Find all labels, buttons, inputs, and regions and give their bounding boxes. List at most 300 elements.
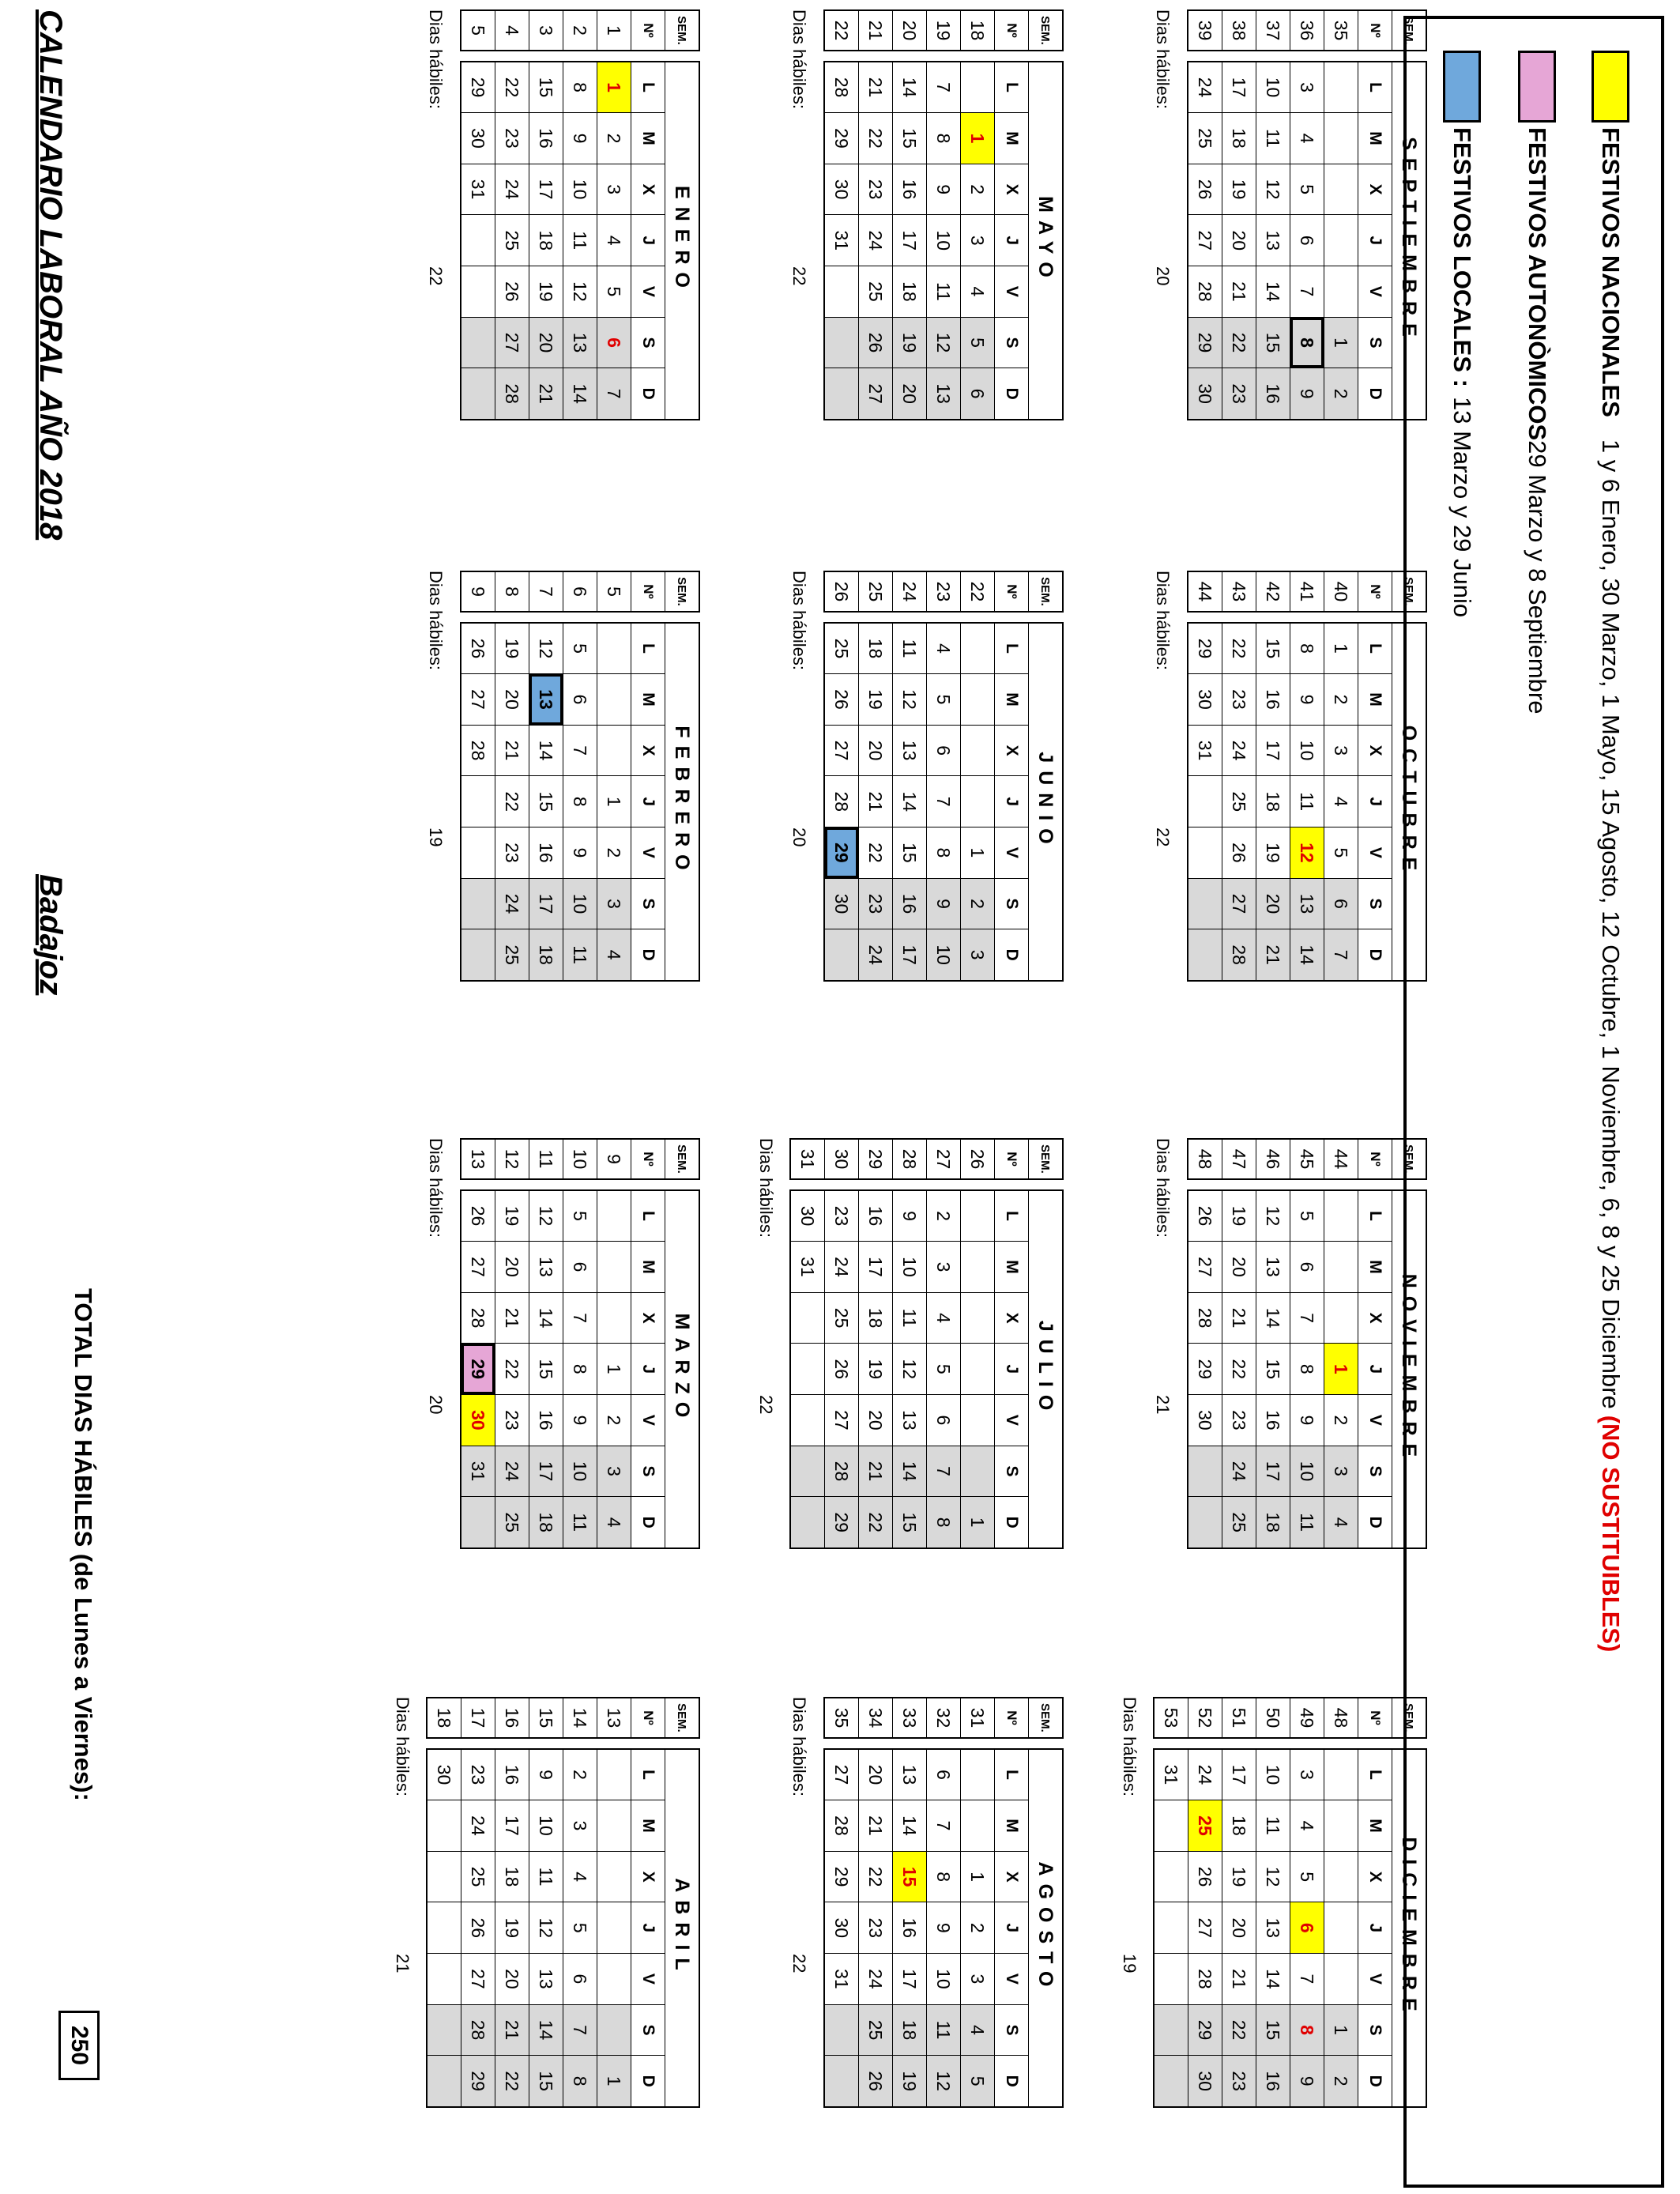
month-noviembre — [1153, 1138, 1427, 1551]
day-cell — [1324, 62, 1358, 113]
month-octubre — [1153, 571, 1427, 983]
legend-local-text: 13 Marzo y 29 Junio — [1448, 396, 1476, 618]
day-cell: 16 — [1256, 2056, 1290, 2107]
day-cell: 31 — [824, 1954, 859, 2005]
day-cell — [597, 1851, 631, 1902]
day-cell: 15 — [1256, 623, 1290, 674]
day-cell: 4 — [927, 1292, 961, 1344]
day-header: X — [995, 164, 1029, 215]
working-days — [1152, 1138, 1173, 1549]
day-cell: 8 — [563, 776, 597, 827]
week-header-sem: SEM. — [1392, 10, 1427, 51]
day-header: J — [995, 1344, 1029, 1395]
day-header: S — [995, 317, 1029, 368]
legend-auto — [1518, 51, 1556, 714]
week-number-column — [460, 9, 700, 51]
day-cell: 14 — [893, 1446, 927, 1497]
week-header-num: Nº — [1358, 1139, 1392, 1179]
day-cell — [1188, 1497, 1222, 1548]
month-grid — [823, 622, 1064, 982]
day-cell — [1324, 164, 1358, 215]
day-cell: 1 — [961, 827, 995, 879]
day-cell — [597, 1190, 631, 1242]
day-cell: 8 — [927, 827, 961, 879]
day-cell — [597, 1242, 631, 1293]
day-cell — [427, 1954, 461, 2005]
day-cell: 18 — [859, 623, 893, 674]
day-cell: 20 — [1222, 1242, 1256, 1293]
day-cell: 29 — [1188, 623, 1222, 674]
day-cell: 4 — [563, 1851, 597, 1902]
day-cell: 20 — [893, 368, 927, 420]
day-header: S — [631, 317, 665, 368]
day-header: V — [631, 827, 665, 879]
day-cell: 9 — [1290, 2056, 1324, 2107]
day-cell: 5 — [961, 317, 995, 368]
day-cell: 26 — [1188, 1851, 1222, 1902]
legend-nat — [1591, 51, 1629, 1652]
week-number: 31 — [961, 1698, 995, 1738]
day-header: X — [1358, 164, 1392, 215]
week-number: 9 — [461, 571, 495, 612]
working-days-label: Dias hábiles: — [1153, 9, 1173, 109]
week-number: 45 — [1290, 1139, 1324, 1179]
day-cell: 16 — [495, 1749, 529, 1800]
day-cell: 7 — [597, 368, 631, 420]
day-header: S — [1358, 317, 1392, 368]
week-number: 3 — [529, 10, 563, 51]
week-number: 1 — [597, 10, 631, 51]
week-number: 30 — [825, 1139, 859, 1179]
day-cell: 9 — [927, 164, 961, 215]
week-number: 18 — [427, 1698, 461, 1738]
day-cell: 2 — [597, 827, 631, 879]
day-cell: 12 — [893, 674, 927, 726]
month-grid — [789, 1189, 1064, 1549]
day-cell: 23 — [495, 1395, 529, 1446]
day-header: L — [631, 623, 665, 674]
day-cell: 27 — [461, 1954, 495, 2005]
week-number: 24 — [893, 571, 927, 612]
day-cell: 13 — [893, 1395, 927, 1446]
day-cell: 17 — [859, 1242, 893, 1293]
day-cell: 4 — [961, 2004, 995, 2056]
day-cell — [1324, 1800, 1358, 1852]
week-number: 22 — [961, 571, 995, 612]
day-cell — [1324, 1851, 1358, 1902]
day-header: L — [631, 1190, 665, 1242]
month-name: ABRIL — [665, 1749, 700, 2107]
day-cell: 6 — [961, 368, 995, 420]
week-number: 53 — [1154, 1698, 1188, 1738]
month-name: FEBRERO — [665, 623, 700, 981]
day-header: D — [995, 2056, 1029, 2107]
day-header: L — [1358, 62, 1392, 113]
day-header: D — [631, 368, 665, 420]
day-header: M — [1358, 1800, 1392, 1852]
month-septiembre — [1153, 9, 1427, 422]
day-cell — [1324, 1902, 1358, 1954]
week-number: 47 — [1222, 1139, 1256, 1179]
day-cell: 16 — [893, 164, 927, 215]
week-number-column — [460, 1138, 700, 1180]
day-cell: 11 — [1256, 1800, 1290, 1852]
month-grid — [1187, 61, 1427, 420]
day-cell: 16 — [1256, 1395, 1290, 1446]
day-cell: 28 — [1188, 1954, 1222, 2005]
day-cell: 21 — [495, 1292, 529, 1344]
working-days-value: 19 — [426, 827, 446, 847]
day-cell — [1154, 2004, 1188, 2056]
day-cell: 4 — [1290, 113, 1324, 164]
holiday-cell: 12 — [1290, 827, 1324, 879]
day-header: J — [631, 776, 665, 827]
day-cell: 16 — [1256, 368, 1290, 420]
day-cell: 10 — [563, 878, 597, 929]
month-grid — [460, 1189, 700, 1549]
day-cell: 4 — [597, 929, 631, 981]
week-number: 42 — [1256, 571, 1290, 612]
day-cell — [1154, 1902, 1188, 1954]
day-cell: 8 — [1290, 623, 1324, 674]
day-cell: 17 — [893, 215, 927, 266]
day-header: S — [631, 878, 665, 929]
day-cell: 8 — [927, 1851, 961, 1902]
working-days-value: 21 — [1153, 1395, 1173, 1415]
day-header: M — [631, 1800, 665, 1852]
day-cell: 13 — [893, 725, 927, 776]
week-number: 38 — [1222, 10, 1256, 51]
day-cell: 28 — [1188, 266, 1222, 318]
week-number: 13 — [461, 1139, 495, 1179]
day-cell: 21 — [495, 2004, 529, 2056]
week-number: 26 — [824, 571, 859, 612]
day-cell: 25 — [1222, 776, 1256, 827]
day-cell: 16 — [893, 878, 927, 929]
day-header: M — [995, 113, 1029, 164]
day-cell — [824, 317, 859, 368]
day-cell: 1 — [961, 1497, 995, 1548]
day-cell: 31 — [790, 1242, 825, 1293]
day-cell: 9 — [1290, 368, 1324, 420]
week-number: 23 — [927, 571, 961, 612]
day-cell: 16 — [1256, 674, 1290, 726]
day-cell: 30 — [461, 113, 495, 164]
day-cell — [427, 2056, 461, 2107]
day-cell: 24 — [1188, 1749, 1222, 1800]
week-number: 51 — [1222, 1698, 1256, 1738]
day-cell: 15 — [529, 62, 563, 113]
day-header: V — [1358, 1395, 1392, 1446]
day-cell: 14 — [893, 62, 927, 113]
day-header: D — [1358, 1497, 1392, 1548]
legend-local-label: FESTIVOS LOCALES : — [1448, 127, 1476, 387]
day-cell: 23 — [495, 113, 529, 164]
day-cell: 23 — [1222, 1395, 1256, 1446]
day-cell: 25 — [495, 1497, 529, 1548]
day-cell: 11 — [1290, 776, 1324, 827]
day-header: D — [1358, 929, 1392, 981]
day-cell: 13 — [893, 1749, 927, 1800]
week-header-num: Nº — [631, 1698, 665, 1738]
day-cell: 1 — [1324, 623, 1358, 674]
day-header: L — [995, 1190, 1029, 1242]
day-cell: 29 — [824, 113, 859, 164]
week-number: 39 — [1188, 10, 1222, 51]
day-cell: 10 — [1290, 1446, 1324, 1497]
day-cell: 14 — [1256, 1954, 1290, 2005]
day-cell — [1324, 215, 1358, 266]
week-header-sem: SEM. — [1029, 571, 1064, 612]
day-cell — [961, 1190, 995, 1242]
day-cell: 19 — [1256, 827, 1290, 879]
day-header: L — [1358, 1190, 1392, 1242]
day-cell: 16 — [529, 1395, 563, 1446]
day-cell: 20 — [495, 1242, 529, 1293]
day-cell: 6 — [563, 1954, 597, 2005]
day-header: L — [995, 1749, 1029, 1800]
day-cell: 10 — [927, 215, 961, 266]
holiday-cell: 6 — [597, 317, 631, 368]
week-number: 27 — [927, 1139, 961, 1179]
day-cell: 14 — [1256, 1292, 1290, 1344]
day-cell — [1188, 1446, 1222, 1497]
day-cell — [461, 215, 495, 266]
working-days-label: Dias hábiles: — [1153, 571, 1173, 670]
day-cell: 12 — [1256, 164, 1290, 215]
day-cell: 21 — [859, 776, 893, 827]
day-cell: 18 — [893, 266, 927, 318]
day-cell — [597, 674, 631, 726]
day-cell: 8 — [927, 113, 961, 164]
day-cell — [1324, 113, 1358, 164]
day-header: X — [631, 1851, 665, 1902]
working-days-value: 19 — [1120, 1954, 1139, 1973]
week-number: 15 — [529, 1698, 563, 1738]
working-days-value: 22 — [426, 266, 446, 286]
week-number: 9 — [597, 1139, 631, 1179]
day-cell: 12 — [529, 1902, 563, 1954]
day-cell: 7 — [563, 2004, 597, 2056]
week-number-column — [1187, 9, 1427, 51]
day-cell — [1188, 929, 1222, 981]
week-number: 44 — [1188, 571, 1222, 612]
working-days-value: 20 — [1153, 266, 1173, 286]
day-cell: 1 — [1324, 317, 1358, 368]
day-cell: 11 — [563, 929, 597, 981]
day-cell: 21 — [1222, 266, 1256, 318]
day-cell: 19 — [495, 1190, 529, 1242]
day-cell: 11 — [529, 1851, 563, 1902]
week-number: 49 — [1290, 1698, 1324, 1738]
day-header: D — [631, 2056, 665, 2107]
day-cell: 27 — [1188, 1242, 1222, 1293]
week-number-column — [789, 1138, 1064, 1180]
day-cell — [597, 1292, 631, 1344]
month-diciembre — [1120, 1697, 1427, 2109]
day-cell: 30 — [1188, 1395, 1222, 1446]
day-cell: 17 — [529, 164, 563, 215]
week-number-column — [426, 1697, 700, 1739]
month-grid — [1187, 1189, 1427, 1549]
day-cell: 21 — [1222, 1292, 1256, 1344]
day-cell: 2 — [1324, 368, 1358, 420]
week-number: 44 — [1324, 1139, 1358, 1179]
day-cell: 10 — [1256, 62, 1290, 113]
day-header: D — [995, 929, 1029, 981]
day-cell: 3 — [597, 878, 631, 929]
working-days — [1119, 1697, 1139, 2108]
day-cell: 30 — [427, 1749, 461, 1800]
day-cell: 5 — [927, 1344, 961, 1395]
day-cell: 17 — [529, 878, 563, 929]
day-cell: 27 — [495, 317, 529, 368]
week-number: 46 — [1256, 1139, 1290, 1179]
working-days — [425, 1138, 446, 1549]
day-cell: 19 — [1222, 1190, 1256, 1242]
day-header: X — [631, 164, 665, 215]
day-cell: 11 — [563, 215, 597, 266]
day-cell: 5 — [1324, 827, 1358, 879]
day-cell: 5 — [563, 1902, 597, 1954]
day-cell: 9 — [927, 1902, 961, 1954]
day-cell: 3 — [961, 1954, 995, 2005]
day-header: S — [631, 2004, 665, 2056]
month-grid — [1153, 1748, 1427, 2108]
day-cell: 3 — [597, 1446, 631, 1497]
month-name: ENERO — [665, 62, 700, 420]
day-cell: 1 — [597, 2056, 631, 2107]
day-cell: 14 — [1256, 266, 1290, 318]
working-days-value: 20 — [789, 827, 809, 847]
day-cell — [961, 725, 995, 776]
day-cell — [461, 929, 495, 981]
day-cell: 5 — [927, 674, 961, 726]
day-cell: 19 — [893, 317, 927, 368]
day-cell: 26 — [495, 266, 529, 318]
day-cell: 28 — [1188, 1292, 1222, 1344]
day-cell: 26 — [824, 674, 859, 726]
day-cell: 7 — [1324, 929, 1358, 981]
working-days-value: 20 — [426, 1395, 446, 1415]
week-header-num: Nº — [1358, 1698, 1392, 1738]
day-cell: 15 — [529, 2056, 563, 2107]
working-days-value: 21 — [393, 1954, 412, 1973]
holiday-cell: 8 — [1290, 317, 1324, 368]
week-number: 35 — [824, 1698, 859, 1738]
day-cell — [1154, 1851, 1188, 1902]
working-days — [1152, 571, 1173, 982]
day-cell: 11 — [893, 1292, 927, 1344]
day-cell: 25 — [825, 1292, 859, 1344]
day-cell — [1188, 776, 1222, 827]
day-cell: 4 — [1324, 1497, 1358, 1548]
day-cell: 27 — [461, 1242, 495, 1293]
day-header: V — [631, 1395, 665, 1446]
working-days — [789, 1697, 809, 2108]
day-cell: 21 — [1222, 1954, 1256, 2005]
day-cell: 26 — [1222, 827, 1256, 879]
day-cell: 7 — [563, 725, 597, 776]
day-header: X — [1358, 725, 1392, 776]
day-header: D — [1358, 2056, 1392, 2107]
week-number: 50 — [1256, 1698, 1290, 1738]
day-cell — [961, 1292, 995, 1344]
day-cell: 25 — [1188, 113, 1222, 164]
day-cell: 26 — [461, 1902, 495, 1954]
total-label: TOTAL DIAS HÁBILES (de Lunes a Viernes): — [70, 1288, 97, 1801]
day-cell: 27 — [825, 1395, 859, 1446]
month-enero — [426, 9, 700, 422]
day-cell: 30 — [1188, 2056, 1222, 2107]
week-number: 14 — [563, 1698, 597, 1738]
day-cell — [597, 725, 631, 776]
day-cell — [790, 1292, 825, 1344]
week-header-sem: SEM. — [665, 1698, 700, 1738]
day-cell: 9 — [1290, 674, 1324, 726]
day-cell: 18 — [1222, 113, 1256, 164]
day-cell: 24 — [825, 1242, 859, 1293]
week-number: 5 — [461, 10, 495, 51]
holiday-cell: 6 — [1290, 1902, 1324, 1954]
day-cell: 22 — [495, 2056, 529, 2107]
day-cell: 10 — [893, 1242, 927, 1293]
day-cell: 26 — [461, 623, 495, 674]
day-header: J — [995, 215, 1029, 266]
day-cell — [461, 317, 495, 368]
week-number: 6 — [563, 571, 597, 612]
day-header: D — [631, 929, 665, 981]
working-days — [755, 1138, 776, 1549]
day-cell: 20 — [1256, 878, 1290, 929]
day-cell: 17 — [495, 1800, 529, 1852]
day-cell: 3 — [1290, 62, 1324, 113]
week-number: 34 — [859, 1698, 893, 1738]
day-cell: 11 — [927, 266, 961, 318]
day-cell: 18 — [1222, 1800, 1256, 1852]
holiday-cell: 1 — [961, 113, 995, 164]
week-header-sem: SEM. — [1392, 1139, 1427, 1179]
week-header-sem: SEM. — [1392, 1698, 1427, 1738]
day-cell: 6 — [1290, 215, 1324, 266]
day-cell: 3 — [1290, 1749, 1324, 1800]
day-cell: 7 — [1290, 1954, 1324, 2005]
day-cell: 24 — [495, 878, 529, 929]
day-cell: 26 — [859, 317, 893, 368]
day-cell: 14 — [529, 1292, 563, 1344]
working-days — [1152, 9, 1173, 420]
day-cell: 9 — [927, 878, 961, 929]
holiday-cell: 29 — [461, 1344, 495, 1395]
day-cell: 14 — [893, 1800, 927, 1852]
day-cell: 13 — [1256, 1902, 1290, 1954]
day-cell: 21 — [859, 1800, 893, 1852]
day-cell — [461, 266, 495, 318]
month-name: DICIEMBRE — [1392, 1749, 1427, 2107]
day-cell: 28 — [461, 725, 495, 776]
day-header: X — [631, 1292, 665, 1344]
day-cell — [961, 1800, 995, 1852]
working-days-value: 22 — [756, 1395, 776, 1415]
month-name: MARZO — [665, 1190, 700, 1548]
day-cell: 19 — [859, 1344, 893, 1395]
day-header: D — [1358, 368, 1392, 420]
day-cell: 25 — [859, 266, 893, 318]
week-header-sem: SEM. — [1392, 571, 1427, 612]
day-cell: 7 — [927, 1800, 961, 1852]
day-header: S — [995, 878, 1029, 929]
month-name: JUNIO — [1029, 623, 1064, 981]
